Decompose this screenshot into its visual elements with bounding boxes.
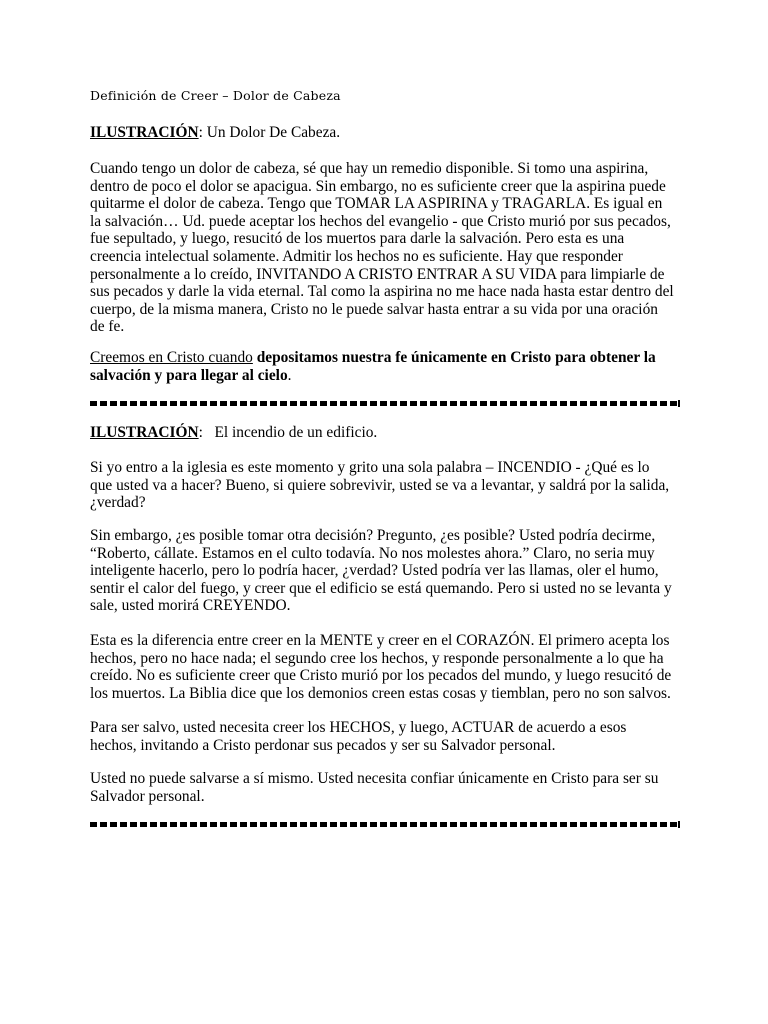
aspirin-paragraph [90,160,675,336]
trust-paragraph [90,770,675,805]
document-title: Definición de Creer – Dolor de Cabeza [90,88,341,103]
aspirin-paragraph-text: Cuando tengo un dolor de cabeza, sé que hay un remedio disponible. Si tomo una aspirina, dentro de poco el dolor se apacigua. Sin embargo, no es suficiente creer que la aspirina puede quitarme el dolor de cabeza. Tengo que TOMAR LA ASPIRINA y TRAGARLA. Es igual en la salvación… Ud. puede aceptar los hechos del evangelio - que Cristo murió por sus pecados, fue sepultado, y luego, resucitó de los muertos para darle la salvación. Pero esta es una creencia intelectual solamente. Admitir los hechos no es suficiente. Hay que responder personalmente a lo creído, INVITANDO A CRISTO ENTRAR A SU VIDA para limpiarle de sus pecados y darle la vida eternal. Tal como la aspirina no me hace nada hasta estar dentro del cuerpo, de la misma manera, Cristo no le puede salvar hasta entrar a su vida por una oración de fe. [90,160,674,336]
section1-heading [90,124,675,142]
creed-end: . [287,366,292,384]
act-paragraph [90,719,675,754]
fire-paragraph-2-text: Sin embargo, ¿es posible tomar otra decisión? Pregunto, ¿es posible? Usted podría decirme, “Roberto, cállate. Estamos en el culto todavía. No nos molestes ahora.” Claro, no seria muy inteligente hacerlo, pero lo podría hacer, ¿verdad? Usted podría ver las llamas, oler el humo, sentir el calor del fuego, y creer que el edificio se está quemando. Pero si usted no se levanta y sale, usted morirá CREYENDO. [90,527,672,615]
creed-bold: depositamos nuestra fe únicamente en Cristo para obtener la salvación y para llegar al cielo [90,349,656,384]
trust-paragraph-text: Usted no puede salvarse a sí mismo. Usted necesita confiar únicamente en Cristo para ser su Salvador personal. [90,770,659,805]
act-paragraph-text: Para ser salvo, usted necesita creer los HECHOS, y luego, ACTUAR de acuerdo a esos hechos, invitando a Cristo perdonar sus pecados y ser su Salvador personal. [90,719,627,754]
fire-paragraph-2 [90,527,675,615]
section2-heading [90,424,675,442]
section-divider-2 [90,822,680,827]
fire-paragraph-1 [90,459,675,512]
illustration-title-2: : El incendio de un edificio. [198,424,378,441]
creed-statement [90,349,675,384]
fire-paragraph-1-text: Si yo entro a la iglesia es este momento y grito una sola palabra – INCENDIO - ¿Qué es lo que usted va a hacer? Bueno, si quiere sobrevivir, usted se va a levantar, y saldrá por la salida, ¿verdad? [90,459,670,512]
illustration-label-1: ILUSTRACIÓN [90,124,199,141]
illustration-label-2: ILUSTRACIÓN [90,424,199,441]
mind-heart-paragraph [90,632,675,702]
mind-heart-paragraph-text: Esta es la diferencia entre creer en la MENTE y creer en el CORAZÓN. El primero acepta los hechos, pero no hace nada; el segundo cree los hechos, y responde personalmente a lo que ha creído. No es suficiente creer que Cristo murió por los pecados del mundo, y luego resucitó de los muertos. La Biblia dice que los demonios creen estas cosas y tiemblan, pero no son salvos. [90,632,672,702]
illustration-title-1: : Un Dolor De Cabeza. [198,124,341,141]
section-divider-1 [90,401,680,406]
creed-underlined: Creemos en Cristo cuando [90,349,253,366]
